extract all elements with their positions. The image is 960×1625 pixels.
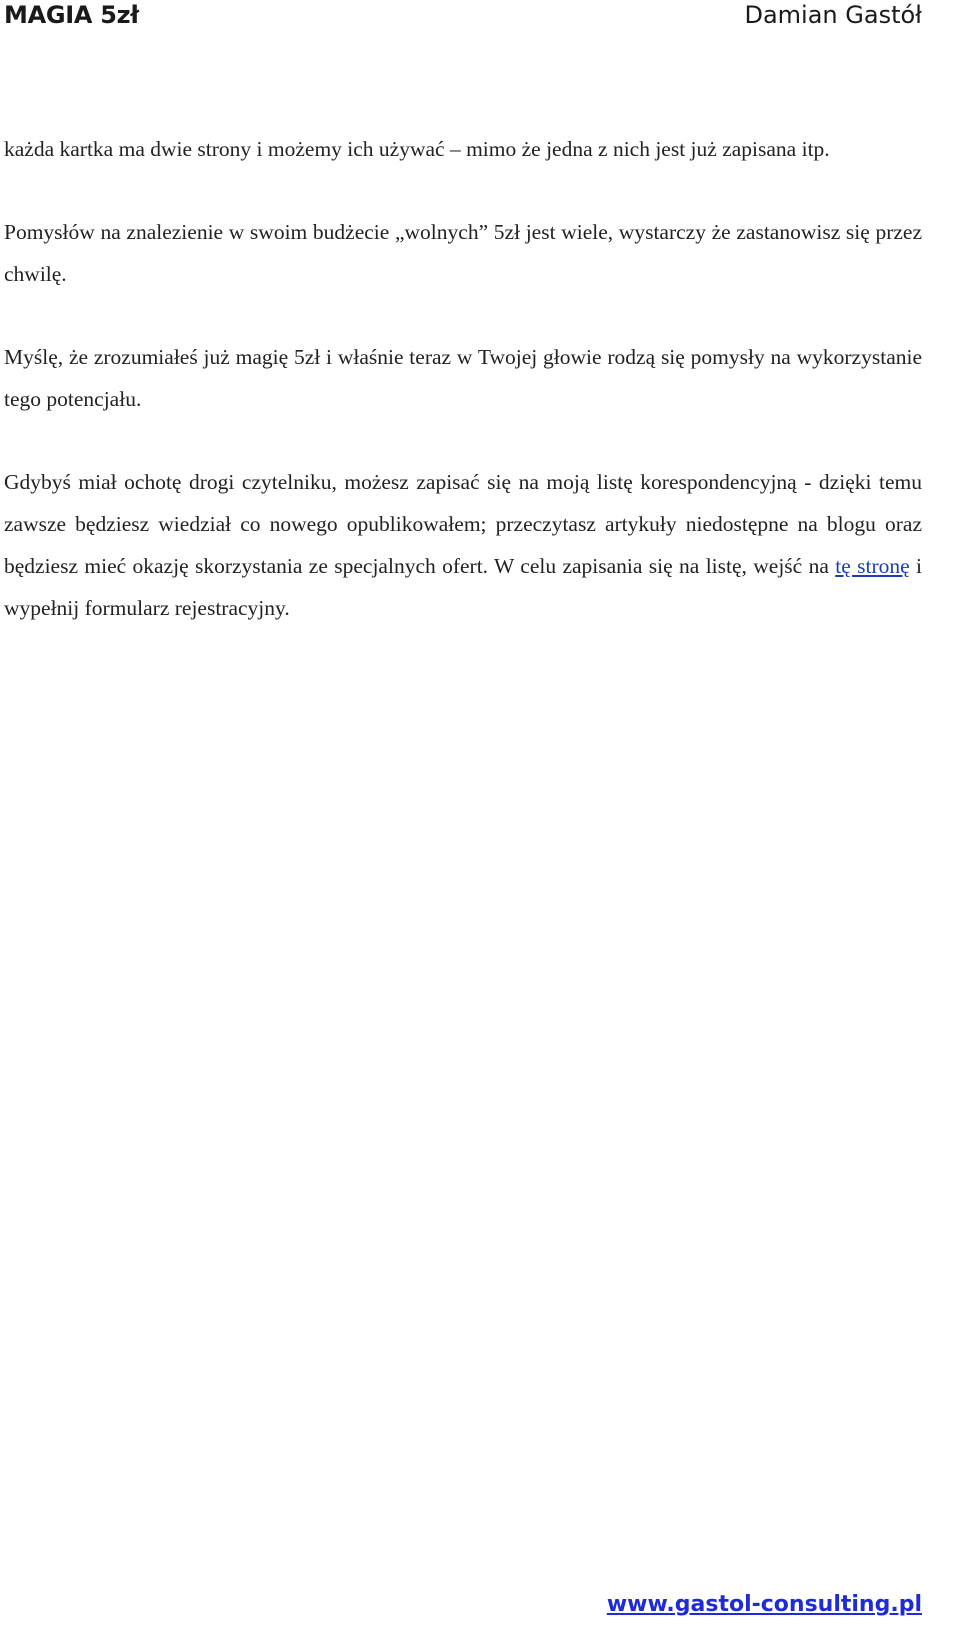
document-body [4,128,922,629]
author-name: Damian Gastół [744,1,922,29]
paragraph-4 [4,461,922,629]
paragraph-3: Myślę, że zrozumiałeś już magię 5zł i właśnie teraz w Twojej głowie rodzą się pomysły na wykorzystanie tego potencjału. [4,345,922,411]
paragraph-1: każda kartka ma dwie strony i możemy ich używać – mimo że jedna z nich jest już zapisana itp. [4,137,830,161]
page-header [4,0,922,30]
paragraph-4-text-after-link: i wypełnij formularz rejestracyjny. [4,554,922,620]
document-title: MAGIA 5zł [4,1,139,29]
paragraph-4-text-before-link: Gdybyś miał ochotę drogi czytelniku, możesz zapisać się na moją listę korespondencyjną - dzięki temu zawsze będziesz wiedział co nowego opublikowałem; przeczytasz artykuły niedostępne na blogu oraz będziesz mieć okazję skorzystania ze specjalnych ofert. W celu zapisania się na listę, wejść na [4,470,922,578]
mailing-list-link[interactable]: tę stronę [835,554,910,578]
footer-website-link[interactable]: www.gastol-consulting.pl [606,1592,922,1617]
paragraph-2: Pomysłów na znalezienie w swoim budżecie „wolnych” 5zł jest wiele, wystarczy że zastanowisz się przez chwilę. [4,220,922,286]
